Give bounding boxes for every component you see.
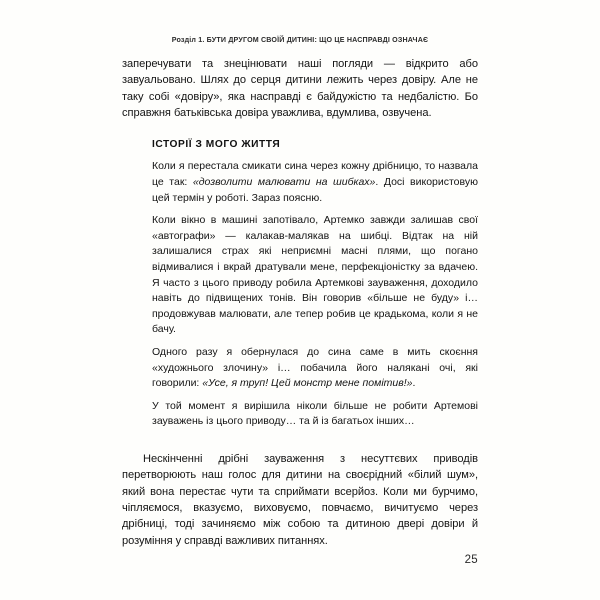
story-paragraph	[152, 399, 478, 430]
story-paragraph	[152, 213, 478, 338]
closing-paragraph: Нескінченні дрібні зауваження з несуттєвих приводів перетворюють наш голос для дитини на своєрідний «білий шум», який вона перестає чути та сприймати всерйоз. Коли ми бурчимо, чіпляємося, вказуємо, виховуємо, повчаємо, вичитуємо через дрібниці, тоді зачиняємо між собою та дитиною двері довіри й розуміння у справді важливих питаннях.	[122, 452, 478, 547]
story-text-before: Коли вікно в машині запотівало, Артемко завжди залишав свої «автографи» — калакав-малякав на шибці. Відтак на ній залишалися страх які неприємні масні плями, що погано відмивалися і вкрай дратували мене, перфекціоністку за вдачею. Я часто з цього приводу робила Артемкові зауваження, доходило навіть до підвищених тонів. Він говорив «більше не буду» і… продовжував малювати, але тепер робив це крадькома, коли я не бачу.	[152, 214, 478, 336]
story-text-before: Коли я перестала смикати сина через кожну дрібницю, то назвала це так:	[152, 160, 478, 188]
opening-paragraph: заперечувати та знецінювати наші погляди — відкрито або завуальовано. Шлях до серця дитини лежить через довіру. Але не таку собі «довіру», яка насправді є байдужістю та недбалістю. Бо справжня батьківська довіра уважлива, вдумлива, озвучена.	[122, 58, 478, 120]
story-text-after: .	[412, 377, 416, 390]
story-paragraph	[152, 345, 478, 392]
page-number: 25	[464, 554, 478, 566]
story-heading: ІСТОРІЇ З МОГО ЖИТТЯ	[152, 139, 281, 151]
running-head: Розділ 1. БУТИ ДРУГОМ СВОЇЙ ДИТИНІ: ЩО ЦЕ НАСПРАВДІ ОЗНАЧАЄ	[171, 36, 429, 44]
story-text-italic: «Усе, я труп! Цей монстр мене помітив!»	[202, 377, 413, 390]
story-block	[152, 139, 478, 430]
story-text-before: У той момент я вирішила ніколи більше не робити Артемові зауважень із цього приводу… та й із багатьох інших…	[152, 399, 478, 428]
text-column	[122, 56, 478, 549]
story-text-italic: «дозволити малювати на шибках»	[192, 175, 376, 188]
story-text-before: Одного разу я обернулася до сина саме в мить скоєння «художнього злочину» і… побачила його налякані очі, які говорили:	[152, 345, 478, 390]
story-text-after: . Досі використовую цей термін у роботі. Зараз поясню.	[152, 175, 478, 204]
story-paragraph	[152, 159, 478, 206]
